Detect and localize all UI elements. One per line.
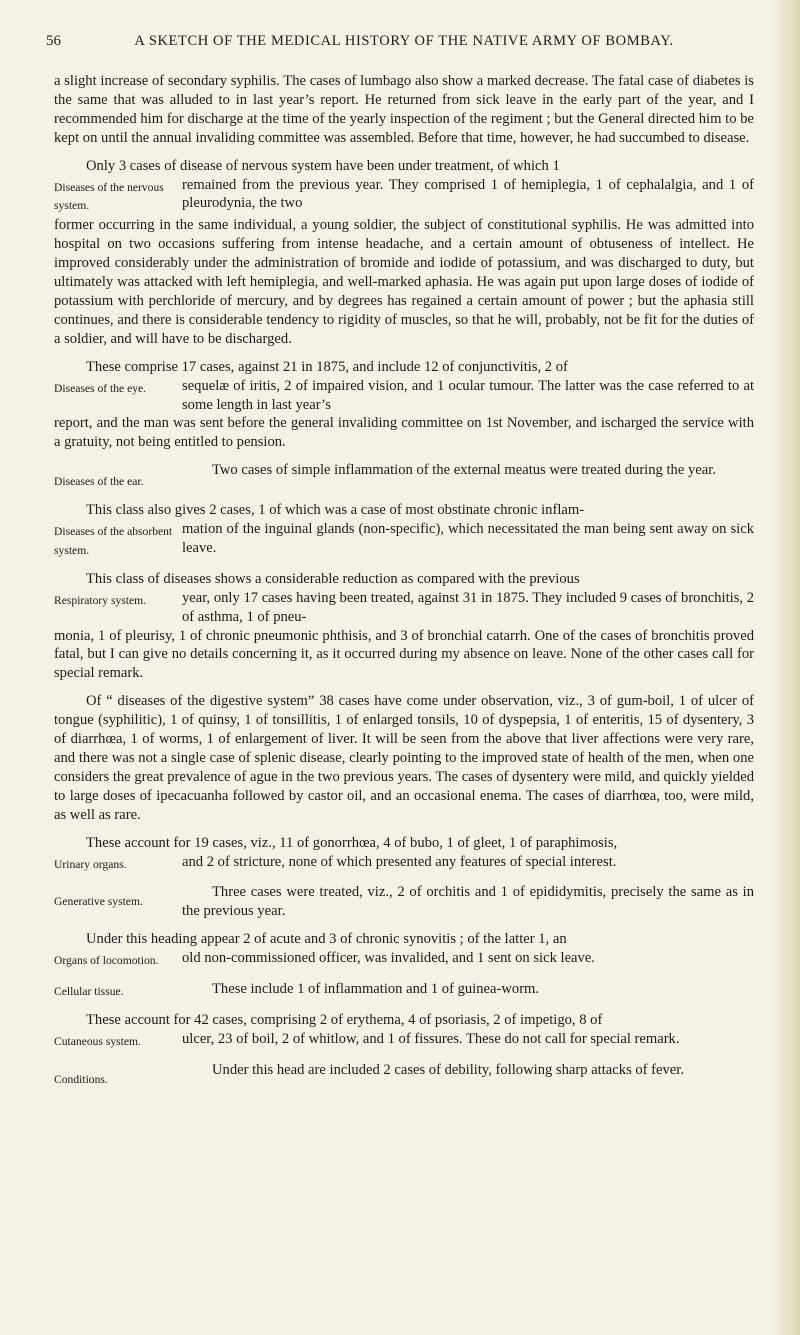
ear-text: Two cases of simple inflammation of the external meatus were treated during the year. <box>212 462 716 479</box>
section-generative <box>54 883 754 921</box>
margin-note-nervous: Diseases of the nervous system. <box>54 180 164 213</box>
section-locomotion <box>54 930 754 971</box>
margin-note-conditions: Conditions. <box>54 1072 108 1086</box>
generative-text: Three cases were treated, viz., 2 of orchitis and 1 of epididymitis, precisely the same as in the previous year. <box>182 884 754 920</box>
section-nervous-system <box>54 157 754 349</box>
locomotion-lead: Under this heading appear 2 of acute and 3 of chronic synovitis ; of the latter 1, an <box>86 931 567 948</box>
document-page <box>46 32 754 1090</box>
cutaneous-lead: These account for 42 cases, comprising 2 of erythema, 4 of psoriasis, 2 of impetigo, 8 of <box>86 1011 603 1028</box>
margin-note-locomotion: Organs of locomotion. <box>54 954 159 968</box>
margin-note-cellular: Cellular tissue. <box>54 985 124 999</box>
section-urinary <box>54 834 754 875</box>
page-number: 56 <box>46 33 61 49</box>
running-header <box>46 32 754 54</box>
cutaneous-right: ulcer, 23 of boil, 2 of whitlow, and 1 of fissures. These do not call for special remark. <box>182 1030 680 1047</box>
urinary-right: and 2 of stricture, none of which presented any features of special interest. <box>182 853 617 870</box>
margin-note-cutaneous: Cutaneous system. <box>54 1034 141 1048</box>
section-conditions <box>54 1061 754 1090</box>
nervous-body: former occurring in the same individual, a young soldier, the subject of constitutional syphilis. He was admitted into hospital on two occasions suffering from intense headache, and a certain amount of obtuseness of intellect. He improved considerably under the administration of bromide and iodide of potassium, and was discharged to duty, but ultimately was attacked with left hemiplegia, and well-marked aphasia. He was again put upon large doses of iodide of potassium with perchloride of mercury, and by degrees has regained a certain amount of power ; but the aphasia still continues, and there is considerable tendency to rigidity of muscles, so that he will, probably, not be fit for the duties of a soldier, and will have to be discharged. <box>54 217 754 347</box>
intro-paragraph: a slight increase of secondary syphilis. The cases of lumbago also show a marked decrease. The fatal case of diabetes is the same that was alluded to in last year’s report. He returned from sick leave in the early part of the year, and I recommended him for discharge at the time of the yearly inspection of the regiment ; but the General directed him to be kept on until the annual invaliding committee was assembled. Before that time, however, he had succumbed to disease. <box>54 73 754 146</box>
conditions-text: Under this head are included 2 cases of debility, following sharp attacks of fever. <box>212 1061 684 1078</box>
absorbent-right: mation of the inguinal glands (non-specific), which necessitated the man being sent away on sick leave. <box>182 521 754 556</box>
respiratory-right: year, only 17 cases having been treated, against 31 in 1875. They included 9 cases of bronchitis, 2 of asthma, 1 of pneu- <box>182 589 754 625</box>
section-ear <box>54 461 754 492</box>
respiratory-lead: This class of diseases shows a considerable reduction as compared with the previous <box>86 570 580 587</box>
eye-right: sequelæ of iritis, 2 of impaired vision, and 1 ocular tumour. The latter was the case referred to at some length in last year’s <box>182 377 754 413</box>
absorbent-lead: This class also gives 2 cases, 1 of which was a case of most obstinate chronic inflam- <box>86 502 585 519</box>
urinary-lead: These account for 19 cases, viz., 11 of gonorrhœa, 4 of bubo, 1 of gleet, 1 of paraphimosis, <box>86 834 618 851</box>
margin-note-urinary: Urinary organs. <box>54 857 127 871</box>
section-digestive <box>54 692 754 824</box>
digestive-text: Of “ diseases of the digestive system” 38 cases have come under observation, viz., 3 of gum-boil, 1 of ulcer of tongue (syphilitic), 1 of quinsy, 1 of tonsillitis, 1 of enlarged tonsils, 10 of dyspepsia, 1 of enteritis, 15 of dysentery, 3 of diarrhœa, 1 of worms, 1 of enlargement of liver. It will be seen from the above that liver affections were very rare, and there was not a single case of splenic disease, clearly pointing to the improved state of health of the men, when one considers the great prevalence of ague in the two previous years. The cases of dysentery were mild, and quickly yielded to large doses of ipecacuanha followed by castor oil, and an occasional enema. The cases of diarrhœa, too, were mild, as well as rare. <box>54 693 754 823</box>
section-absorbent <box>54 501 754 561</box>
margin-note-eye: Diseases of the eye. <box>54 381 147 395</box>
locomotion-right: old non-commissioned officer, was invalided, and 1 sent on sick leave. <box>182 950 595 967</box>
section-eye <box>54 358 754 453</box>
running-title: A SKETCH OF THE MEDICAL HISTORY OF THE NATIVE ARMY OF BOMBAY. <box>134 33 674 49</box>
page-edge <box>772 0 800 1335</box>
respiratory-body: monia, 1 of pleurisy, 1 of chronic pneumonic phthisis, and 3 of bronchial catarrh. One of the cases of bronchitis proved fatal, but I can give no details concerning it, as it occurred during my absence on leave. None of the other cases call for special remark. <box>54 627 754 682</box>
margin-note-absorbent: Diseases of the absorbent system. <box>54 525 173 557</box>
margin-note-generative: Generative system. <box>54 895 143 909</box>
nervous-lead: Only 3 cases of disease of nervous system have been under treatment, of which 1 <box>86 157 560 174</box>
nervous-right: remained from the previous year. They comprised 1 of hemiplegia, 1 of cephalalgia, and 1 of pleurodynia, the two <box>182 176 754 212</box>
cellular-text: These include 1 of inflammation and 1 of guinea-worm. <box>212 981 540 998</box>
margin-note-respiratory: Respiratory system. <box>54 593 147 607</box>
eye-lead: These comprise 17 cases, against 21 in 1875, and include 12 of conjunctivitis, 2 of <box>86 358 568 375</box>
section-respiratory <box>54 570 754 683</box>
section-cellular <box>54 980 754 1002</box>
section-cutaneous <box>54 1011 754 1052</box>
eye-body: report, and the man was sent before the general invaliding committee on 1st November, and ischarged the service with a gratuity, not being entitled to pension. <box>54 415 754 451</box>
margin-note-ear: Diseases of the ear. <box>54 475 144 489</box>
